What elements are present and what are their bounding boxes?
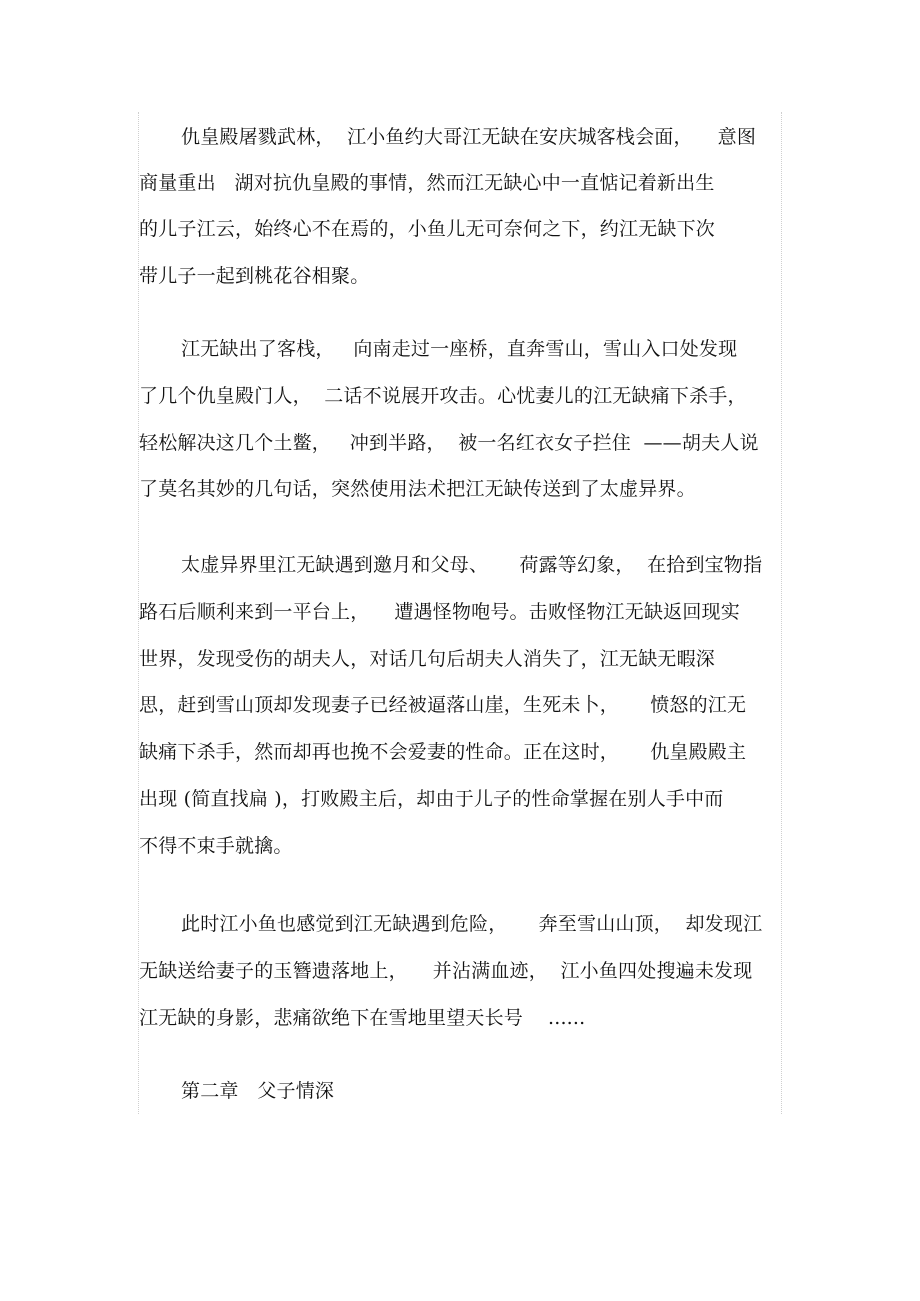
paragraph-2-line-1: 江无缺出了客栈， 向南走过一座桥，直奔雪山，雪山入口处发现 bbox=[181, 338, 738, 360]
paragraph-2-line-2: 了几个仇皇殿门人， 二话不说展开攻击。心忧妻儿的江无缺痛下杀手， bbox=[139, 385, 747, 407]
paragraph-4-line-1: 此时江小鱼也感觉到江无缺遇到危险， 奔至雪山山顶， 却发现江 bbox=[181, 913, 763, 935]
paragraph-1-line-2: 商量重出 湖对抗仇皇殿的事情，然而江无缺心中一直惦记着新出生 bbox=[139, 172, 715, 194]
paragraph-3-line-4: 思，赶到雪山顶却发现妻子已经被逼落山崖，生死未卜， 愤怒的江无 bbox=[139, 694, 747, 716]
paragraph-4-line-2: 无缺送给妻子的玉簪遗落地上， 并沾满血迹， 江小鱼四处搜遍未发现 bbox=[139, 960, 753, 982]
paragraph-3-line-6: 出现 (简直找扁 )，打败殿主后，却由于儿子的性命掌握在别人手中而 bbox=[139, 788, 724, 810]
paragraph-1-line-1: 仇皇殿屠戮武林， 江小鱼约大哥江无缺在安庆城客栈会面， 意图 bbox=[181, 126, 757, 148]
page-frame bbox=[138, 112, 782, 1114]
chapter-heading: 第二章 父子情深 bbox=[181, 1080, 335, 1102]
paragraph-1-line-4: 带儿子一起到桃花谷相聚。 bbox=[139, 265, 370, 287]
paragraph-2-line-4: 了莫名其妙的几句话，突然使用法术把江无缺传送到了太虚异界。 bbox=[139, 478, 696, 500]
paragraph-3-line-2: 路石后顺利来到一平台上， 遭遇怪物咆号。击败怪物江无缺返回现实 bbox=[139, 601, 740, 623]
paragraph-1-line-3: 的儿子江云，始终心不在焉的，小鱼儿无可奈何之下，约江无缺下次 bbox=[139, 218, 716, 240]
paragraph-3-line-5: 缺痛下杀手，然而却再也挽不会爱妻的性命。正在这时， 仇皇殿殿主 bbox=[139, 741, 747, 763]
paragraph-3-line-3: 世界，发现受伤的胡夫人，对话几句后胡夫人消失了，江无缺无暇深 bbox=[139, 648, 716, 670]
paragraph-2-line-3: 轻松解决这几个土鳖， 冲到半路， 被一名红衣女子拦住 ——胡夫人说 bbox=[139, 432, 759, 454]
paragraph-4-line-3: 江无缺的身影，悲痛欲绝下在雪地里望天长号 ...... bbox=[139, 1007, 586, 1029]
paragraph-3-line-7: 不得不束手就擒。 bbox=[139, 835, 293, 857]
paragraph-3-line-1: 太虚异界里江无缺遇到邀月和父母、 荷露等幻象， 在拾到宝物指 bbox=[181, 554, 763, 576]
